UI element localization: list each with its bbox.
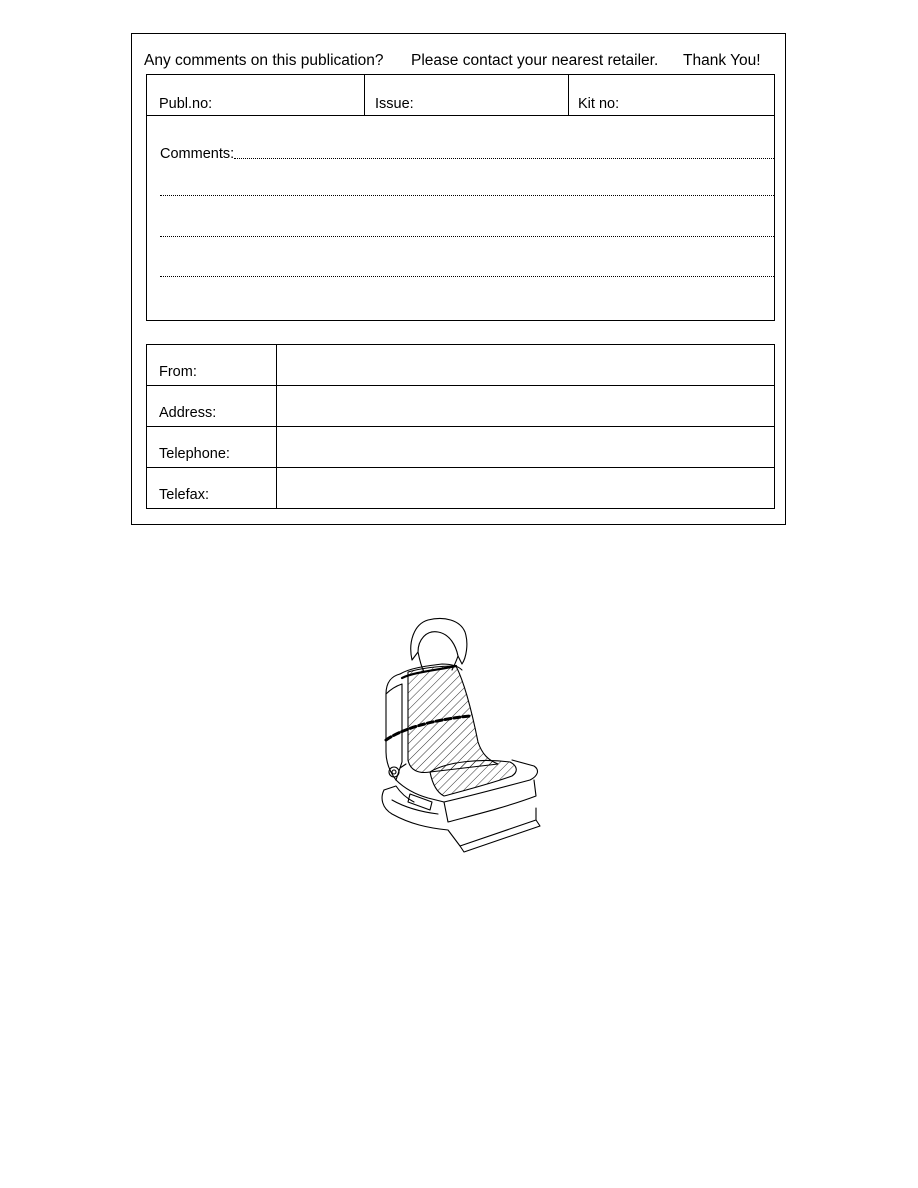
contact-table [146,344,775,509]
address-row [147,386,774,427]
publ-no-field[interactable] [147,75,365,115]
comment-line[interactable] [160,222,774,240]
header-question: Any comments on this publication? [144,52,384,69]
header-thanks: Thank You! [683,52,761,69]
from-row [147,345,774,386]
comments-area[interactable] [146,116,775,321]
telephone-label-cell [147,427,277,467]
telefax-row [147,468,774,508]
feedback-form [131,33,786,525]
dotted-line [160,194,774,196]
address-field[interactable] [277,386,774,426]
publ-no-label: Publ.no: [159,96,213,112]
dotted-line [234,157,774,159]
from-label: From: [159,364,197,380]
comment-line[interactable] [160,181,774,199]
telefax-field[interactable] [277,468,774,508]
car-seat-illustration [370,612,550,857]
dotted-line [160,275,774,277]
comment-line[interactable] [160,262,774,280]
from-field[interactable] [277,345,774,385]
form-header [144,52,774,72]
address-label: Address: [159,405,217,421]
telephone-field[interactable] [277,427,774,467]
kit-no-label: Kit no: [578,96,620,112]
telefax-label-cell [147,468,277,508]
telephone-label: Telephone: [159,446,230,462]
telefax-label: Telefax: [159,487,209,503]
kit-no-field[interactable] [569,75,774,115]
address-label-cell [147,386,277,426]
header-contact: Please contact your nearest retailer. [411,52,659,69]
from-label-cell [147,345,277,385]
reference-row [146,74,775,116]
telephone-row [147,427,774,468]
comment-line[interactable] [160,144,774,162]
issue-label: Issue: [375,96,414,112]
issue-field[interactable] [365,75,569,115]
dotted-line [160,235,774,237]
comments-label: Comments: [160,146,235,162]
